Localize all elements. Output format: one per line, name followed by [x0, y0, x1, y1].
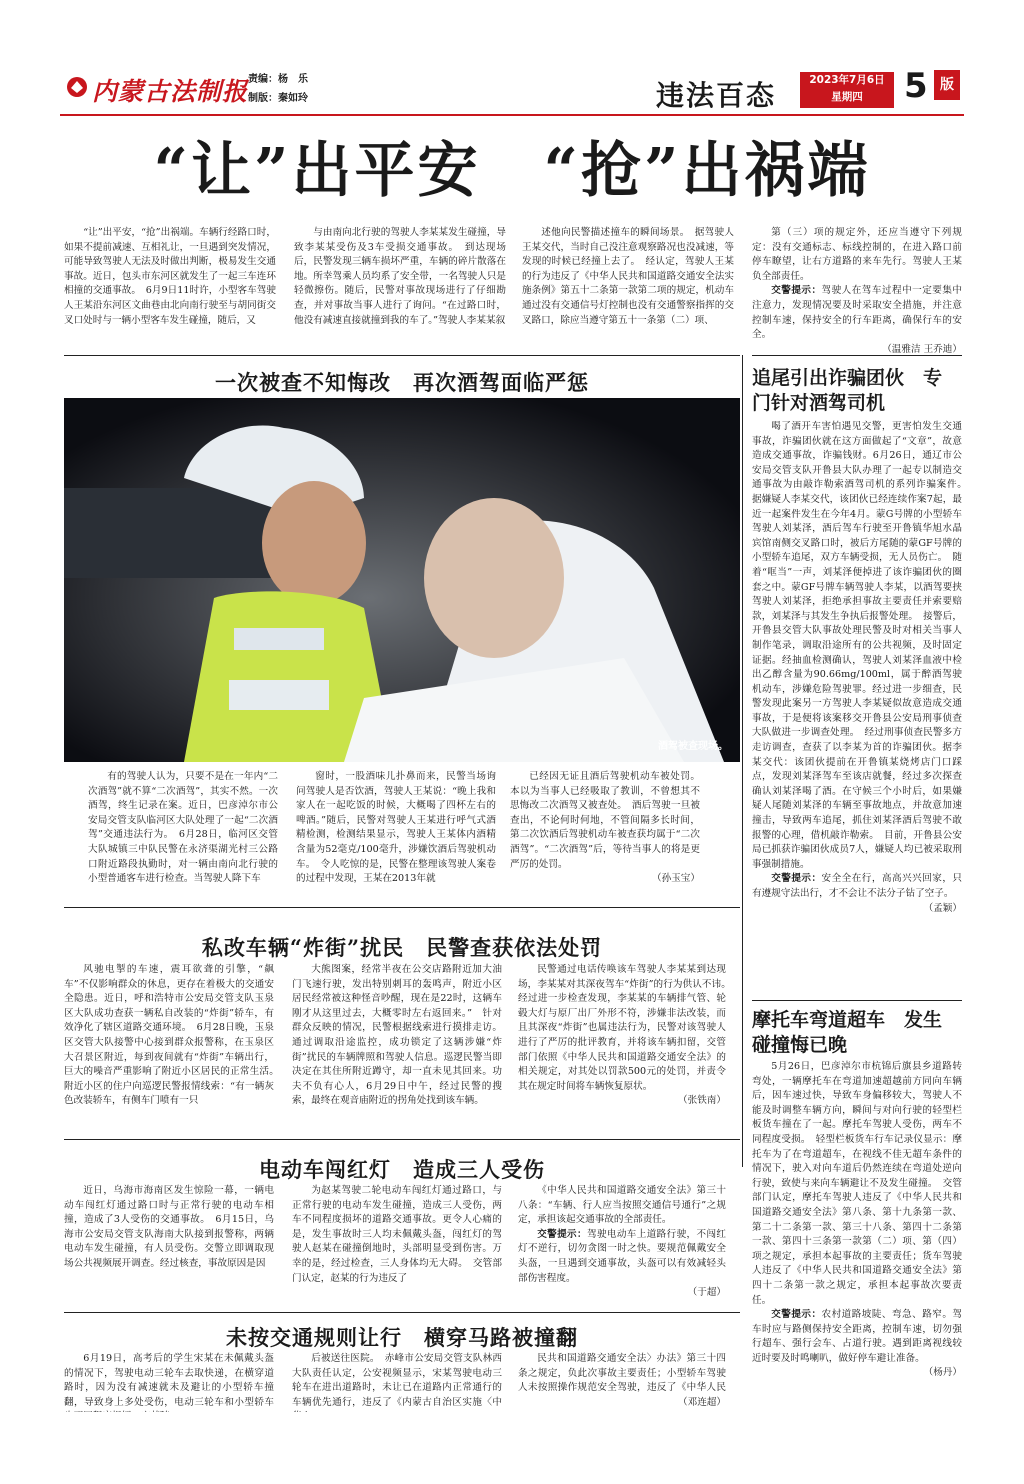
a2-col1: 有的驾驶人认为，只要不是在一年内“二次酒驾”就不算“二次酒驾”，其实不然。一次酒驾，终生记录在案。近日，巴彦淖尔市公安局交管支队临河区大队处理了一起“二次酒驾”交通违法行为。 6月28日，临河区交管大队城镇三中队民警在永济渠湖光村三公路口附近路段执勤时，对一辆由南向北行驶的小型普通客车进行检查。当驾驶人降下车: [88, 771, 278, 885]
a4-col3-text: 《中华人民共和国道路交通安全法》第三十八条：“车辆、行人应当按照交通信号通行”之规定，承担该起交通事故的全部责任。: [518, 1185, 726, 1226]
a7-tip-label: 交警提示：: [771, 1309, 822, 1321]
a5-col1: 6月19日，高考后的学生宋某在未佩戴头盔的情况下，驾驶电动三轮车去取快递，在横穿道路时，因为没有减速就未及避让的小型轿车撞翻，导致身上多处受伤，电动三轮车和小型轿车: [64, 1353, 274, 1408]
rule-a2-a3: [64, 907, 740, 908]
rule-a6-a7: [752, 1000, 962, 1001]
a4-col2: 为赵某驾驶二轮电动车闯红灯通过路口，与正常行驶的电动车发生碰撞，造成三人受伤，两车不同程度损坏的道路交通事故。更令人心痛的是，发生事故时三人均未佩戴头盔，闯红灯的驾驶人赵某在碰撞倒地时，头部明显受到伤害。万幸的是，经过检查，三人身体均无大碍。 交管部门认定，赵某的行为违反了: [292, 1185, 502, 1284]
a2-col2: 窗时，一股酒味儿扑鼻而来，民警当场询问驾驶人是否饮酒，驾驶人王某说：“晚上我和家人在一起吃饭的时候，大概喝了四杯左右的啤酒。”随后，民警对驾驶人王某进行呼气式酒精检测，检测结果显示，驾驶人王某体内酒精含量为52毫克/100毫升，涉嫌饮酒后驾驶机动车。 令人吃惊的是，民警在整理该驾驶人案卷的过程中发现，王某在2013年就: [296, 771, 496, 885]
issue-weekday: 星期四: [831, 91, 863, 103]
rule-a4-a5: [64, 1312, 740, 1313]
issue-date: 2023年7月6日: [809, 74, 885, 86]
a5-col3: [518, 1352, 726, 1416]
a1-tip: [752, 284, 962, 357]
a7-byline: （杨丹）: [923, 1367, 962, 1379]
a1-byline: （温雅洁 王乔迪）: [882, 343, 962, 355]
main-headline: “让”出平安 “抢”出祸端: [153, 136, 871, 206]
a4-tip: [518, 1228, 726, 1301]
drunk-driving-check-photo-icon: [64, 398, 740, 762]
a1-col2: 与由南向北行驶的驾驶人李某某发生碰撞，导致李某某受伤及3车受损交通事故。 到达现场后，民警发现三辆车损坏严重，车辆的碎片散落在地。所幸驾乘人员均系了安全带，一名驾驶人只是轻微擦伤。随后，民警对事故现场进行了仔细勘查，并对事故当事人进行了询问。“在过路口时，他没有减速直接就撞到我的车了。”驾驶人李某某叙: [294, 227, 506, 326]
a6-tip: [752, 872, 962, 916]
a5-col2: 后被送往医院。 赤峰市公安局交管支队林西大队责任认定，公安视频显示，宋某驾驶电动三轮车在进出道路时，未让已在道路内正常通行的车辆优先通行，违反了《内蒙古自治区实施〈中: [292, 1353, 502, 1408]
a4-title: 电动车闯红灯 造成三人受伤: [259, 1157, 545, 1182]
rule-right-column: [742, 355, 743, 1167]
a6-byline: （孟颖）: [923, 902, 962, 914]
a4-col3: [518, 1184, 726, 1306]
masthead-rule: [60, 114, 964, 116]
a2-photo-caption: 酒驾被查现场。: [658, 741, 728, 752]
a7-tip-text: 农村道路坡陡、弯急、路窄。驾车时应与路侧保持安全距离，控制车速，切勿强行超车、强行会车、占道行驶。遇到距离视线较近时要及时鸣喇叭，做好停车避让准备。: [752, 1309, 962, 1364]
page-number: 5: [904, 66, 928, 106]
rule-a1-a2: [64, 355, 740, 356]
section-name: 违法百态: [656, 79, 777, 112]
a1-tip-text: 驾驶人在驾车过程中一定要集中注意力，发现情况要及时采取安全措施，并注意控制车速，保持安全的行车距离，确保行车的安全。: [752, 285, 963, 341]
a6-body-text: 喝了酒开车害怕遇见交警，更害怕发生交通事故，诈骗团伙就在这方面做起了“文章”，故意造成交通事故，诈骗钱财。6月26日，通辽市公安局交管支队开鲁县大队办理了一起专以制造交通事故为由敲诈勒索酒驾司机的系列诈骗案件。 据嫌疑人李某交代，该团伙已经连续作案7起，最近一起案件发生在今年4月。蒙G号牌的小型轿车驾驶人刘某泽，酒后驾车行驶至开鲁镇华旭水晶宾馆南侧交叉路口时，被后方尾随的蒙GF号牌的小型轿车追尾，双方车辆受损，无人员伤亡。 随着“哐当”一声，刘某泽便掉进了该诈骗团伙的圈套之中。蒙GF号牌车辆驾驶人李某，以酒驾要挟驾驶人刘某泽，拒绝承担事故主要责任并索要赔款，刘某泽与其发生争执后报警处理。 接警后，开鲁县交管大队事故处理民警及时对相关当事人制作笔录，调取沿途所有的公共视频，及时固定证据。经抽血检测确认，驾驶人刘某泽血液中检出乙醇含量为90.66mg/100ml，属于醉酒驾驶机动车，涉嫌危险驾驶罪。经过进一步细查，民警发现此案另一方驾驶人李某疑似故意造成交通事故，于是便将该案移交开鲁县公安局刑事侦查大队做进一步调查处理。 经过刑事侦查民警多方走访调查，查获了以李某为首的诈骗团伙。据李某交代：该团伙提前在开鲁镇某烧烤店门口踩点，发现刘某泽驾车至该店就餐，经过多次探查确认刘某泽喝了酒。在守候三个小时后，如果嫌疑人尾随刘某泽的车辆至事故地点，并故意加速撞击，导致两车追尾，抓住刘某泽酒后驾驶不敢报警的心理，借机敲诈勒索。 目前，开鲁县公安局已抓获诈骗团伙成员7人，嫌疑人均已被采取刑事强制措施。: [752, 421, 962, 870]
a3-byline: （张铁南）: [678, 1095, 726, 1107]
a7-title: 摩托车弯道超车 发生碰撞悔已晚: [752, 1009, 943, 1056]
a6-body: [752, 420, 962, 995]
a3-col3-text: 民警通过电话传唤该车驾驶人李某某到达现场，李某某对其深夜驾车“炸街”的行为供认不讳。 经过进一步检查发现，李某某的车辆排气管、轮毂大灯与原厂出厂外形不符，涉嫌非法改装，而且其深夜“炸街”也属违法行为，民警对该驾驶人进行了严厉的批评教育，并将该车辆扣留，交管部门依照《中华人民共和国道路交通安全法》的相关规定，对其处以罚款500元的处罚，并责令其在规定时间将车辆恢复原状。: [518, 964, 726, 1092]
a2-photo: [64, 398, 740, 762]
a5-col3-text: 民共和国道路交通安全法〉办法》第三十四条之规定，负此次事故主要责任；小型轿车驾驶人未按照操作规范安全驾驶，违反了《中华人民: [518, 1353, 726, 1394]
a1-col4-text: 第（三）项的规定外，还应当遵守下列规定：没有交通标志、标线控制的，在进入路口前停车瞭望，让右方道路的来车先行。驾驶人王某负全部责任。: [752, 227, 962, 282]
a1-tip-label: 交警提示：: [771, 285, 822, 297]
date-box: [800, 72, 894, 108]
a1-col1: “让”出平安，“抢”出祸端。车辆行经路口时，如果不提前减速、互相礼让，一旦遇到突发情况，可能导致驾驶人无法及时做出判断，极易发生交通事故。近日，包头市东河区就发生了一起三车连环相撞的交通事故。 6月9日11时许，小型客车驾驶人王某沿东河区文曲巷由北向南行驶至与胡同街交叉口处时与一辆小型客车发生碰撞，随后，又: [64, 227, 276, 326]
masthead: [60, 62, 964, 114]
a6-title: 追尾引出诈骗团伙 专门针对酒驾司机: [752, 367, 943, 414]
a3-col1: 风驰电掣的车速，震耳欲聋的引擎，“飙车”不仅影响群众的休息，更存在着极大的交通安全隐患。近日，呼和浩特市公安局交管支队玉泉区大队成功查获一辆私自改装的“炸街”轿车，有效净化了辖区道路交通环境。 6月28日晚，玉泉区交管大队接警中心接到群众报警称，在玉泉区大召景区附近，每到夜间就有“炸街”车辆出行，巨大的噪音严重影响了附近小区居民的正常生活。 附近小区的住户向巡逻民警报情线索：“有一辆灰色改装轿车，有侧车门喷有一只: [64, 964, 274, 1107]
a6-tip-label: 交警提示：: [771, 873, 822, 885]
producer-credit: 制版：秦如玲: [248, 93, 308, 104]
rule-right-top: [752, 355, 962, 356]
page-label: 版: [934, 70, 960, 100]
rule-a3-a4: [64, 1139, 740, 1140]
editor-credit: 责编：杨 乐: [248, 74, 308, 85]
a4-tip-label: 交警提示：: [537, 1228, 587, 1240]
a4-tip-text: 驾驶电动车上道路行驶，不闯红灯不逆行，切勿贪图一时之快。要规范佩戴安全头盔，一旦遇到交通事故，头盔可以有效减轻头部伤害程度。: [518, 1228, 726, 1284]
a3-title: 私改车辆“炸街”扰民 民警查获依法处罚: [201, 935, 603, 960]
a4-col1: 近日，乌海市海南区发生惊险一幕，一辆电动车闯红灯通过路口时与正常行驶的电动车相撞，造成了3人受伤的交通事故。 6月15日，乌海市公安局交管支队海南大队接到报警称，两辆电动车发生碰撞，有人员受伤。交警立即调取现场公共视频展开调查。经过核查，事故原因是因: [64, 1185, 274, 1269]
a2-col3: [510, 770, 700, 900]
newspaper-logo: 内蒙古法制报: [92, 77, 249, 106]
a7-body: [752, 1060, 962, 1420]
a1-col3: 述他向民警描述撞车的瞬间场景。 据驾驶人王某交代，当时自己没注意观察路况也没减速，等发现的时候已经撞上去了。 经认定，驾驶人王某的行为违反了《中华人民共和国道路交通安全法实施条例》第五十二条第一款第二项的规定，机动车通过没有交通信号灯控制也没有交通警察指挥的交叉路口，除应当遵守第五十一条第（二）项、: [522, 227, 734, 326]
a3-col3: [518, 963, 726, 1133]
a6-tip-text: 安全全在行，高高兴兴回家，只有遵规守法出行，才不会让不法分子钻了空子。: [752, 873, 962, 899]
a5-byline: （邓连超）: [678, 1397, 726, 1408]
a7-body-text: 5月26日，巴彦淖尔市杭锦后旗县乡道路转弯处，一辆摩托车在弯道加速超越前方同向车辆后，因车速过快，导致车身偏移较大，驾驶人不能及时调整车辆方向，瞬间与对向行驶的轻型栏板货车撞在了一起。摩托车驾驶人受伤，两车不同程度受损。 轻型栏板货车行车记录仪显示：摩托车为了在弯道超车，在视线不佳无超车条件的情况下，驶入对向车道后仍然连续在弯道处逆向行驶，致使与来向车辆避让不及发生碰撞。 交管部门认定，摩托车驾驶人违反了《中华人民共和国道路交通安全法》第八条、第十九条第一款、第二十二条第一款、第三十八条、第四十二条第一款、第四十三条第一款第（二）项、第（四）项之规定，承担本起事故的主要责任；货车驾驶人违反了《中华人民共和国道路交通安全法》第四十二条第一款之规定，承担本起事故次要责任。: [752, 1061, 962, 1306]
a2-col3-text: 已经因无证且酒后驾驶机动车被处罚。本以为当事人已经吸取了教训，不曾想其不思悔改二次酒驾又被查处。 酒后驾驶一旦被查出，不论何时何地，不管间隔多长时间，第二次饮酒后驾驶机动车被查获均属于“二次酒驾”。“二次酒驾”后，等待当事人的将是更严厉的处罚。: [510, 771, 700, 870]
newspaper-logo-emblem-icon: [66, 76, 88, 98]
a1-col4: [752, 226, 963, 355]
a2-byline: （孙玉宝）: [652, 873, 700, 885]
a4-byline: （于超）: [687, 1287, 726, 1299]
a7-tip: [752, 1308, 962, 1381]
a5-title: 未按交通规则让行 横穿马路被撞翻: [226, 1325, 578, 1350]
a2-title: 一次被查不知悔改 再次酒驾面临严惩: [215, 370, 589, 395]
a3-col2: 大熊图案，经常半夜在公交店路附近加大油门飞速行驶，发出特别刺耳的轰鸣声，附近小区居民经常被这种怪音吵醒，现在是22时，这辆车刚才从这里过去，大概零时左右返回来。” 针对群众反映的情况，民警根据线索进行摸排走访。通过调取沿途监控，成功锁定了这辆涉嫌“炸街”扰民的车辆牌照和驾驶人信息。巡逻民警当即决定在其住所附近蹲守，却一直未见其回来。功夫不负有心人，6月29日中午，经过民警的搜索，最终在观音庙附近的拐角处找到该车辆。: [292, 964, 502, 1107]
